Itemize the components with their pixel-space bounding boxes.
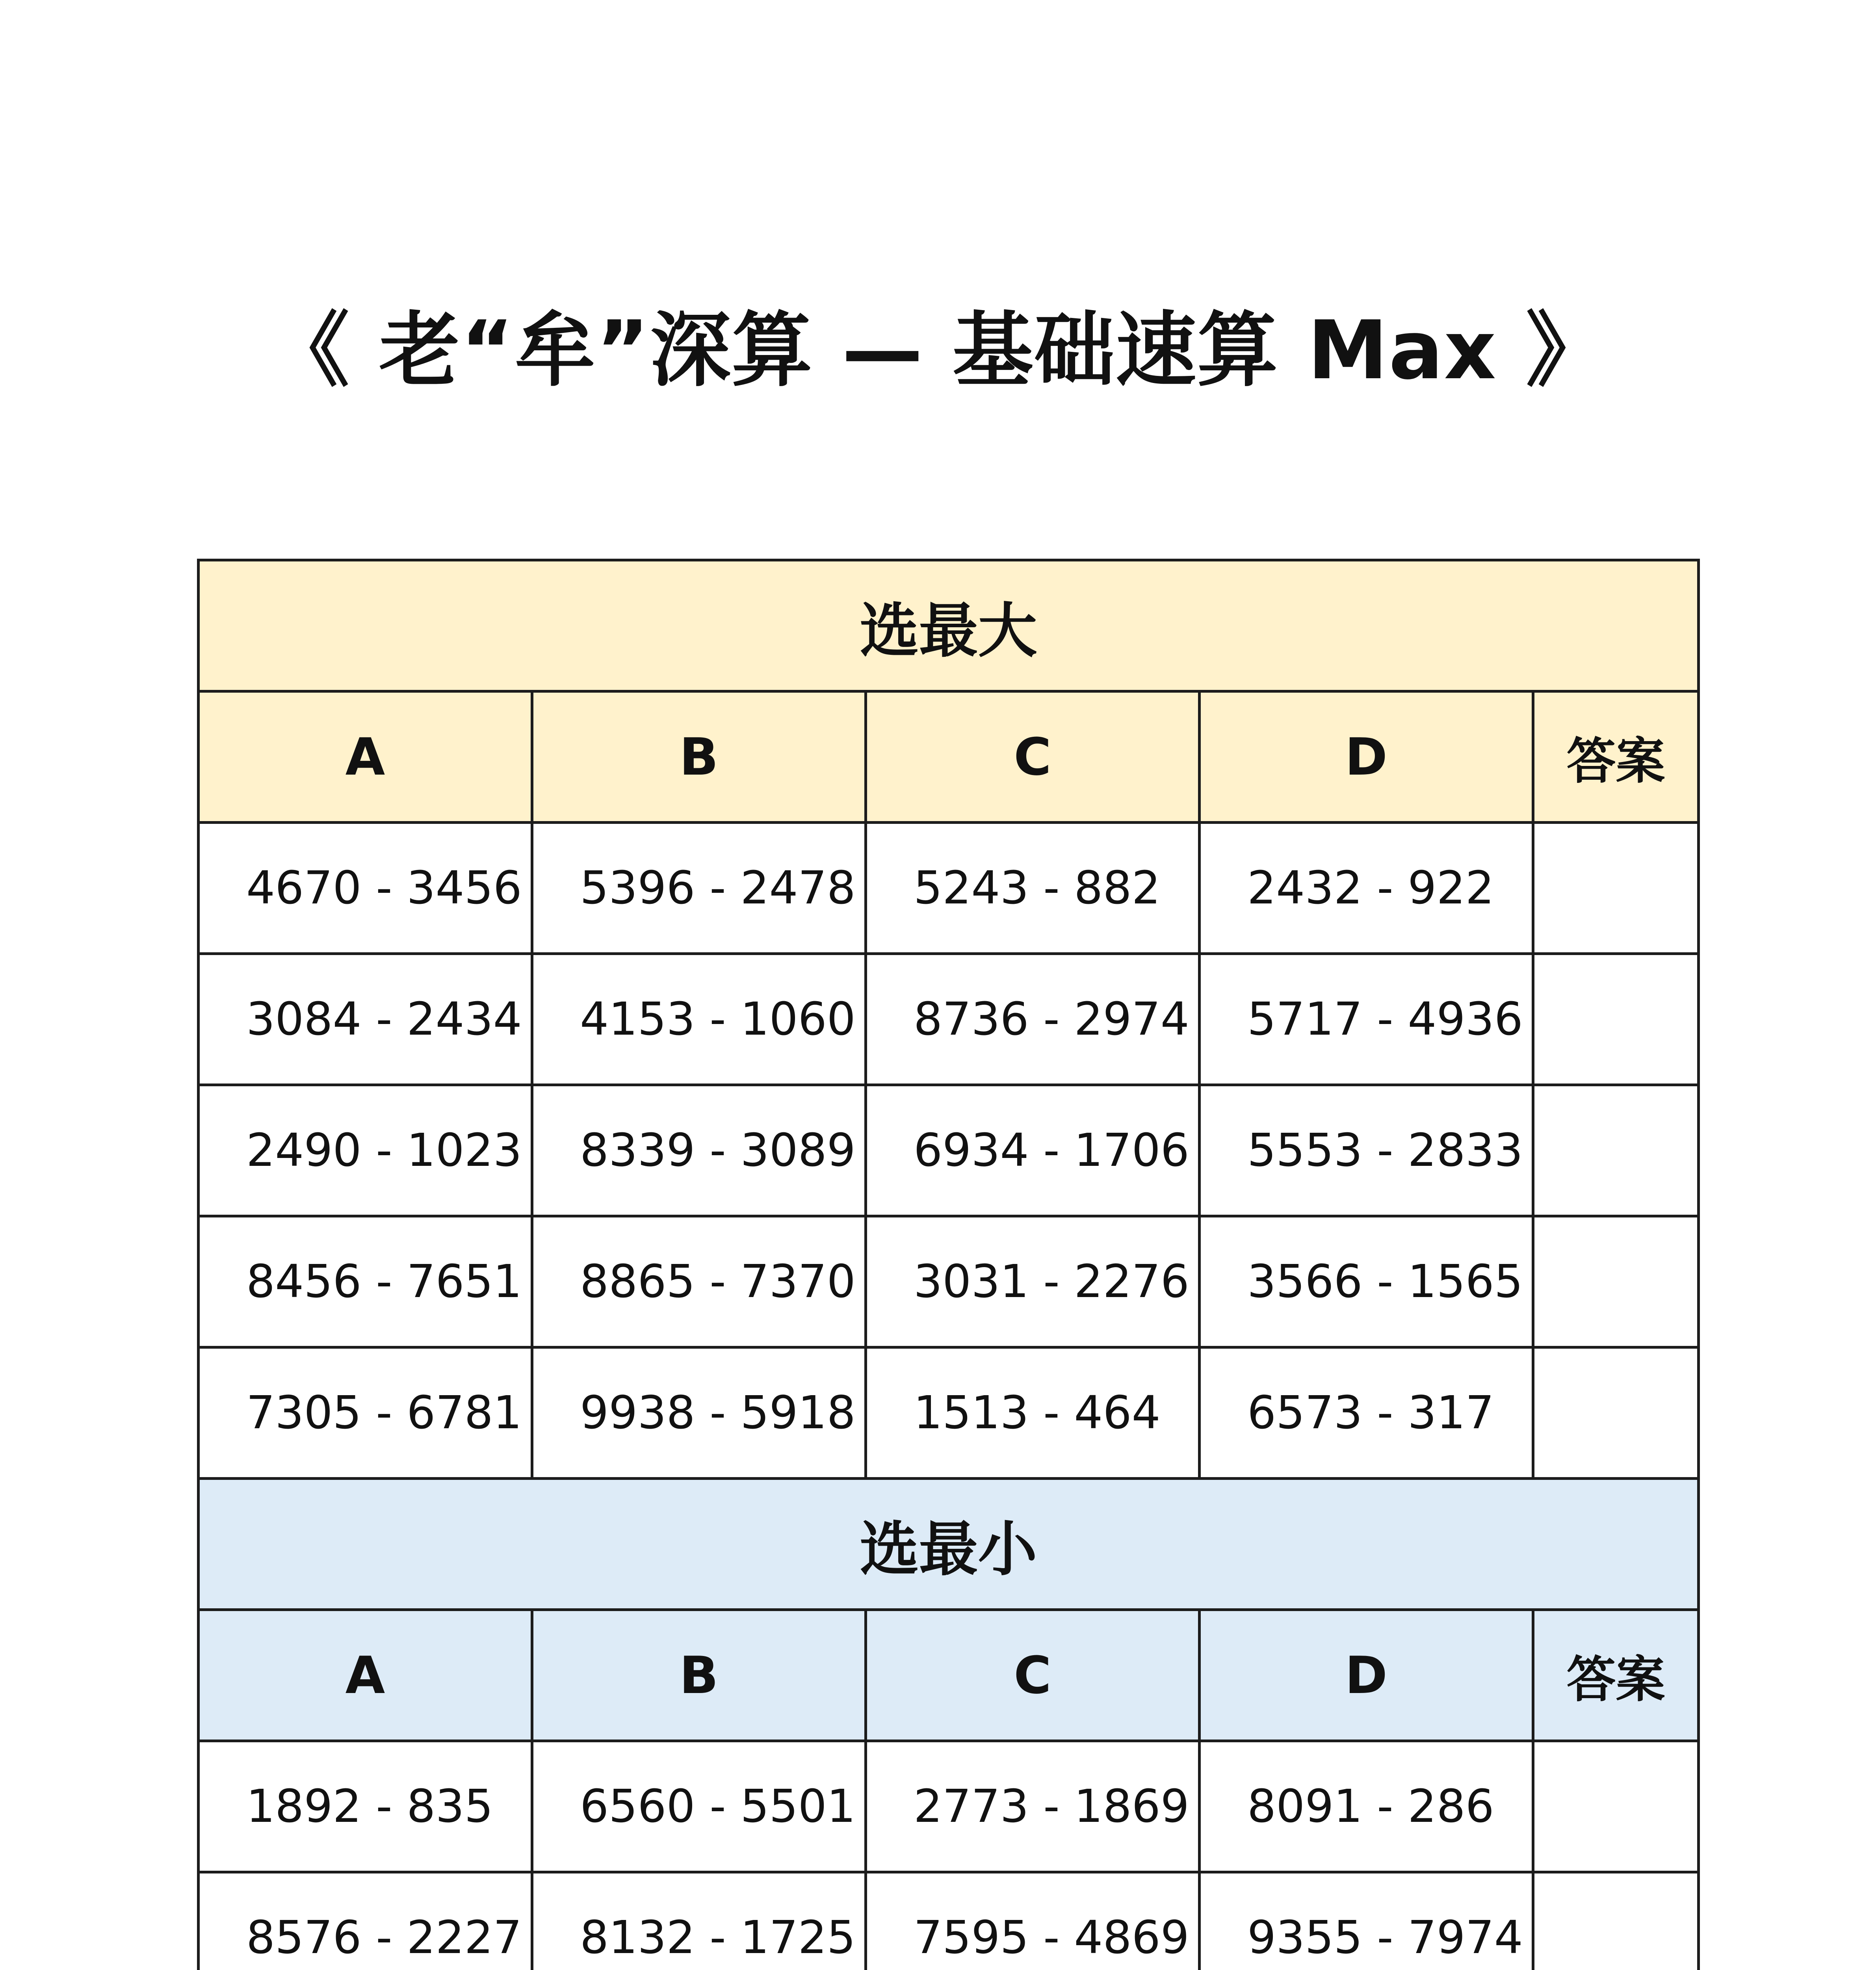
worksheet-table (197, 559, 1700, 1970)
expression-cell: 8576 - 2227 (199, 1872, 532, 1970)
expression-cell: 7305 - 6781 (199, 1347, 532, 1479)
column-header-c: C (866, 1610, 1200, 1741)
expression-cell: 6573 - 317 (1200, 1347, 1533, 1479)
expression-cell: 4153 - 1060 (532, 954, 866, 1085)
column-header-d: D (1200, 1610, 1533, 1741)
expression-cell: 7595 - 4869 (866, 1872, 1200, 1970)
column-header-a: A (199, 1610, 532, 1741)
answer-cell[interactable] (1533, 1216, 1699, 1347)
expression-cell: 5243 - 882 (866, 823, 1200, 954)
expression-cell: 2432 - 922 (1200, 823, 1533, 954)
expression-cell: 9355 - 7974 (1200, 1872, 1533, 1970)
column-header-a: A (199, 691, 532, 823)
expression-cell: 2773 - 1869 (866, 1741, 1200, 1872)
section-heading: 选最小 (199, 1479, 1699, 1610)
expression-cell: 1513 - 464 (866, 1347, 1200, 1479)
column-header-answer: 答案 (1533, 691, 1699, 823)
expression-cell: 2490 - 1023 (199, 1085, 532, 1216)
expression-cell: 3084 - 2434 (199, 954, 532, 1085)
answer-cell[interactable] (1533, 1872, 1699, 1970)
expression-cell: 8132 - 1725 (532, 1872, 866, 1970)
column-header-b: B (532, 1610, 866, 1741)
column-header-d: D (1200, 691, 1533, 823)
table-row (199, 1347, 1699, 1479)
answer-cell[interactable] (1533, 1347, 1699, 1479)
table-row (199, 1216, 1699, 1347)
expression-cell: 8865 - 7370 (532, 1216, 866, 1347)
section-heading: 选最大 (199, 560, 1699, 691)
table-row (199, 1741, 1699, 1872)
table-row (199, 823, 1699, 954)
column-header-c: C (866, 691, 1200, 823)
column-header-answer: 答案 (1533, 1610, 1699, 1741)
table-row (199, 954, 1699, 1085)
expression-cell: 8456 - 7651 (199, 1216, 532, 1347)
answer-cell[interactable] (1533, 1741, 1699, 1872)
expression-cell: 6934 - 1706 (866, 1085, 1200, 1216)
answer-cell[interactable] (1533, 954, 1699, 1085)
table-row (199, 1872, 1699, 1970)
expression-cell: 8339 - 3089 (532, 1085, 866, 1216)
expression-cell: 8736 - 2974 (866, 954, 1200, 1085)
section-min (199, 1479, 1699, 1970)
expression-cell: 8091 - 286 (1200, 1741, 1533, 1872)
expression-cell: 4670 - 3456 (199, 823, 532, 954)
expression-cell: 1892 - 835 (199, 1741, 532, 1872)
expression-cell: 9938 - 5918 (532, 1347, 866, 1479)
expression-cell: 6560 - 5501 (532, 1741, 866, 1872)
column-header-b: B (532, 691, 866, 823)
table-row (199, 1085, 1699, 1216)
expression-cell: 5553 - 2833 (1200, 1085, 1533, 1216)
expression-cell: 5717 - 4936 (1200, 954, 1533, 1085)
answer-cell[interactable] (1533, 823, 1699, 954)
section-max (199, 560, 1699, 1479)
expression-cell: 3031 - 2276 (866, 1216, 1200, 1347)
answer-cell[interactable] (1533, 1085, 1699, 1216)
page-title: 《 老“牟”深算 — 基础速算 Max 》 (269, 304, 1607, 398)
expression-cell: 5396 - 2478 (532, 823, 866, 954)
expression-cell: 3566 - 1565 (1200, 1216, 1533, 1347)
